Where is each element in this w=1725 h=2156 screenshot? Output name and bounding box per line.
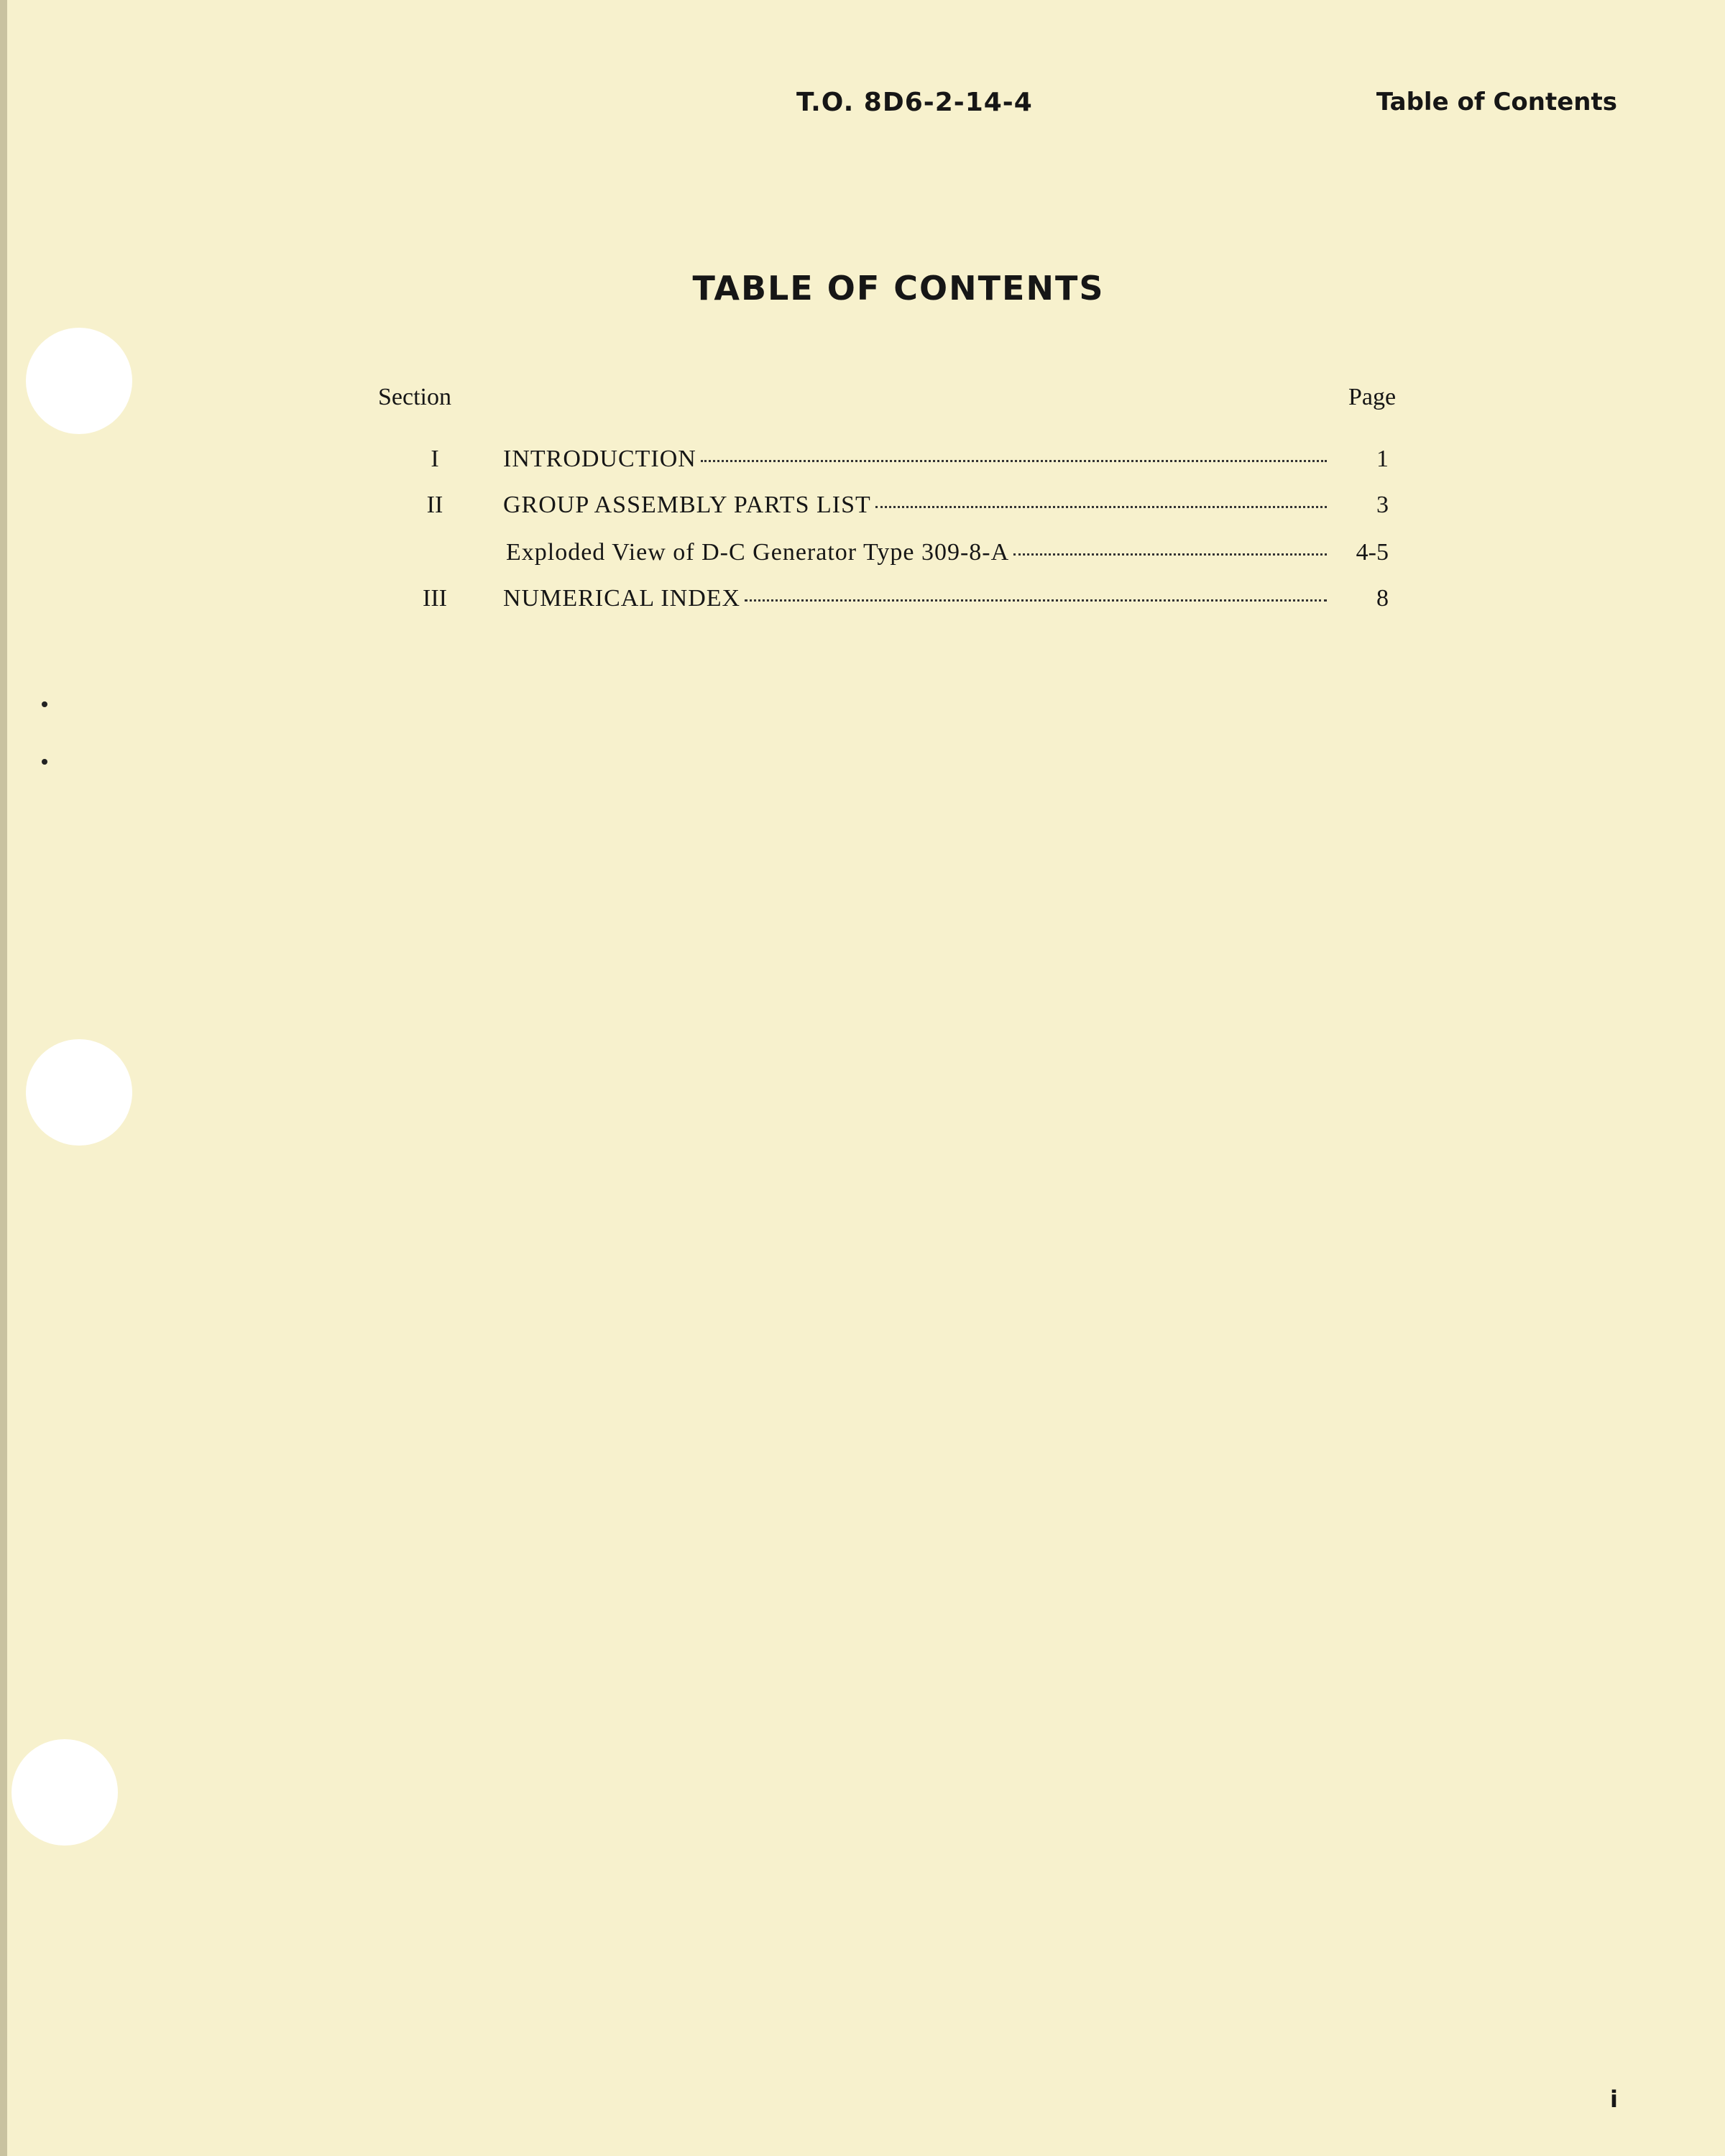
page-title: TABLE OF CONTENTS bbox=[692, 269, 1105, 308]
page-edge bbox=[0, 0, 7, 2156]
entry-page: 1 bbox=[1376, 446, 1389, 472]
toc-entry-introduction[interactable] bbox=[402, 446, 1389, 477]
page-column-header: Page bbox=[1348, 384, 1397, 410]
page-number: i bbox=[1610, 2086, 1618, 2113]
punch-hole-middle bbox=[26, 1039, 132, 1146]
dot-leader bbox=[1013, 553, 1327, 556]
dot-leader bbox=[701, 460, 1327, 462]
toc-entry-exploded-view[interactable] bbox=[402, 539, 1389, 571]
punch-hole-bottom bbox=[12, 1739, 118, 1846]
entry-label: NUMERICAL INDEX bbox=[503, 585, 741, 612]
document-number: T.O. 8D6-2-14-4 bbox=[796, 88, 1033, 117]
entry-page: 3 bbox=[1376, 492, 1389, 518]
section-number: II bbox=[426, 492, 443, 518]
section-column-header: Section bbox=[378, 384, 451, 410]
ink-speck bbox=[42, 759, 47, 765]
header-section-title: Table of Contents bbox=[1376, 88, 1617, 116]
toc-entry-group-assembly-parts-list[interactable] bbox=[402, 492, 1389, 523]
entry-label: INTRODUCTION bbox=[503, 446, 696, 472]
section-number: III bbox=[423, 585, 447, 612]
dot-leader bbox=[745, 599, 1327, 602]
entry-page: 4-5 bbox=[1356, 539, 1389, 566]
entry-label: Exploded View of D-C Generator Type 309-8-A bbox=[506, 539, 1010, 566]
entry-page: 8 bbox=[1376, 585, 1389, 612]
toc-entry-numerical-index[interactable] bbox=[402, 585, 1389, 617]
dot-leader bbox=[875, 506, 1327, 508]
ink-speck bbox=[42, 701, 47, 707]
section-number: I bbox=[431, 446, 439, 472]
entry-label: GROUP ASSEMBLY PARTS LIST bbox=[503, 492, 871, 518]
punch-hole-top bbox=[26, 328, 132, 434]
